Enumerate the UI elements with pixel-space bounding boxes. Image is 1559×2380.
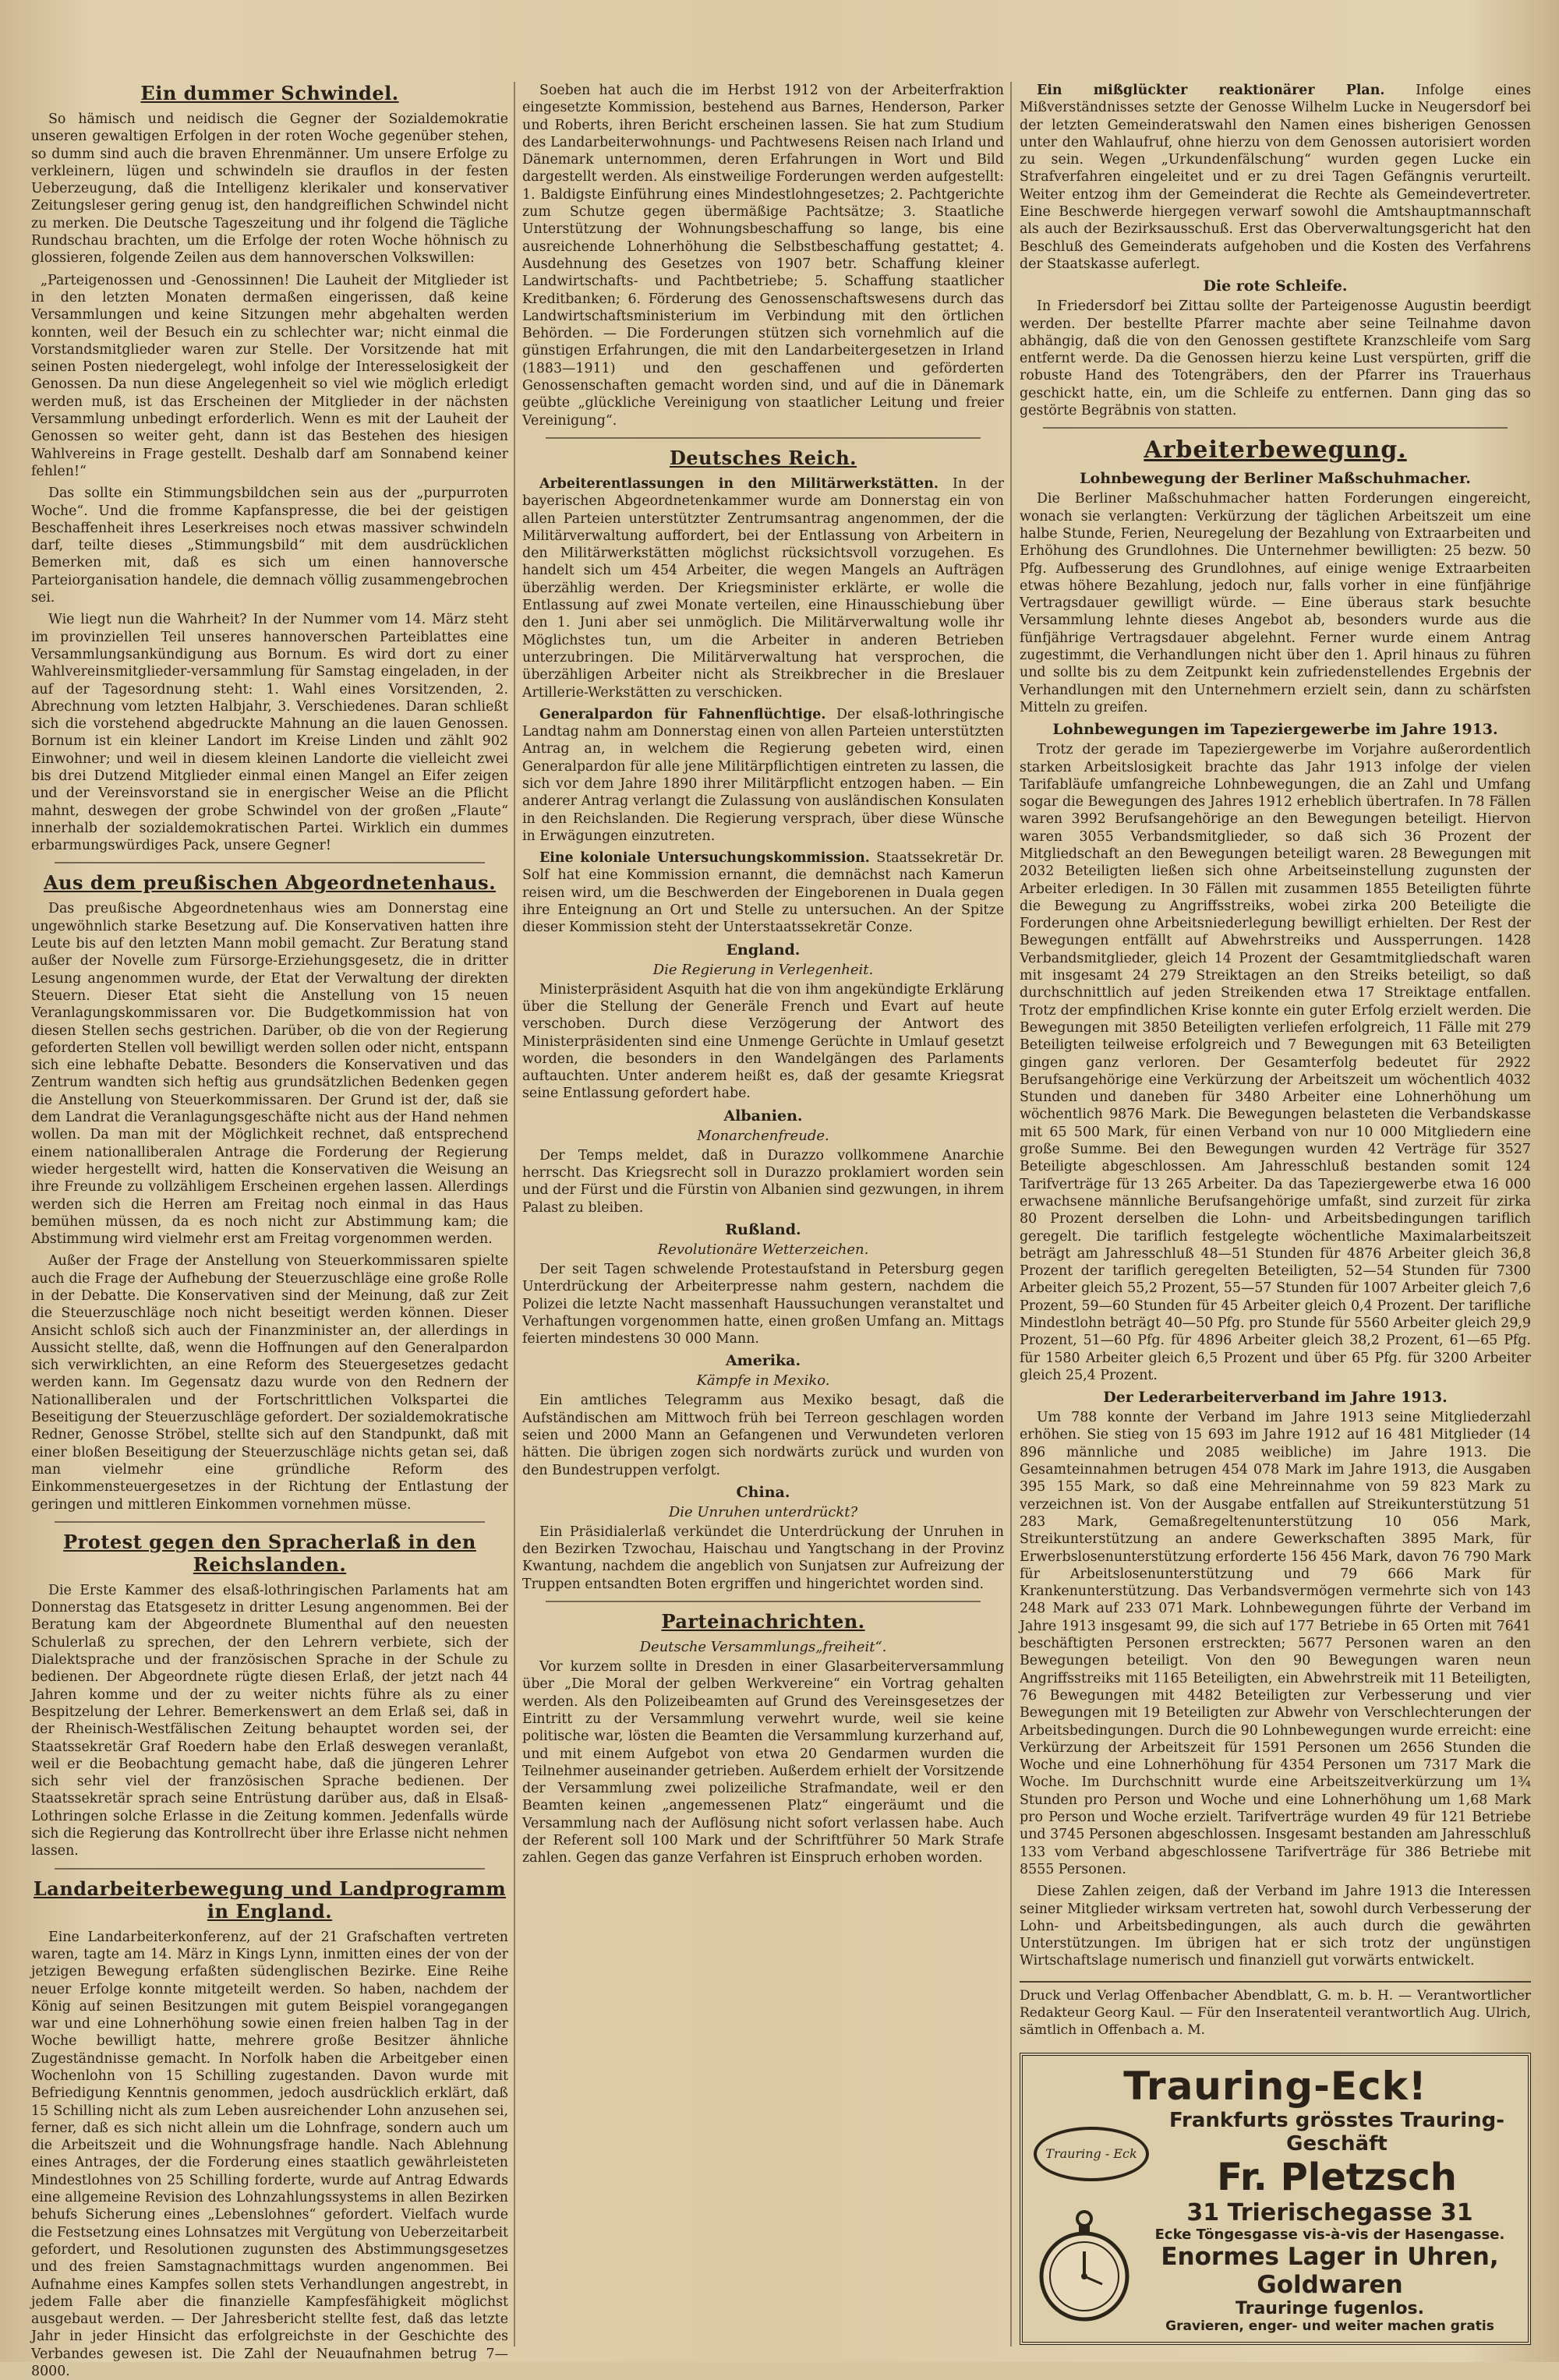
country-subtitle: Die Regierung in Verlegenheit. — [652, 961, 874, 978]
divider — [55, 1868, 485, 1870]
paragraph: Vor kurzem sollte in Dresden in einer Glasarbeiterversammlung über „Die Moral der gelben Werkvereine“ ein Vortrag gehalten werden. Als den Polizeibeamten auf Grund des Vereinsgesetzes der Eintritt zu der Versammlung verwehrt wurde, weil sie keine politische war, lösten die Beamten die Versammlung kurzerhand auf, und mit einem Aufgebot von etwa 20 Gendarmen wurden die Teilnehmer auseinander getrieben. Außerdem erhielt der Vorsitzende der Versammlung zwei polizeiliche Strafmandate, weil er den Beamten keinen „angemessenen Platz“ eingeräumt und die Versammlung nach der Auflösung nicht sofort verlassen habe. Auch der Referent soll 100 Mark und der Schriftführer 50 Mark Strafe zahlen. Gegen das ganze Verfahren ist Einspruch erhoben worden. — [522, 1659, 1004, 1866]
divider — [546, 1601, 981, 1602]
paragraph: So hämisch und neidisch die Gegner der Sozialdemokratie unseren gewaltigen Erfolgen in der roten Woche gegenüber stehen, so dumm sind auch die braven Ehrenmänner. Um unsere Erfolge zu verkleinern, lügen und schwindeln sie drauflos in der festen Ueberzeugung, daß die Intelligenz klerikaler und konservativer Zeitungsleser gering genug ist, den handgreiflichen Schwindel nicht zu merken. Die Deutsche Tageszeitung und ihr folgend die Tägliche Rundschau brachten, um die Erfolge der roten Woche höhnisch zu glossieren, folgende Zeilen aus dem hannoverschen Volkswillen: — [31, 111, 508, 267]
country-subtitle: Revolutionäre Wetterzeichen. — [657, 1241, 869, 1258]
paragraph — [522, 706, 1004, 845]
paragraph-head: Eine koloniale Untersuchungskommission. — [539, 850, 870, 867]
paragraph — [522, 475, 1004, 701]
article-subtitle: Lohnbewegung der Berliner Maßschuhmacher. — [1080, 470, 1471, 488]
ad-row — [1034, 2199, 1517, 2334]
ad-title: Trauring-Eck! — [1123, 2063, 1427, 2109]
section-title: Parteinachrichten. — [661, 1610, 865, 1633]
advertisement — [1020, 2053, 1531, 2345]
paragraph-body: Infolge eines Mißverständnisses setzte der Genosse Wilhelm Lucke in Neugersdorf bei der letzten Gemeinderatswahl den Namen eines bisherigen Genossen unter den Wahlaufruf, ohne hierzu von dem Genossen autorisiert worden zu sein. Wegen „Urkundenfälschung“ wurden gegen Lucke ein Strafverfahren eingeleitet und er zu drei Tagen Gefängnis verurteilt. Weiter entzog ihm der Gemeinderat die Rechte als Gemeindevertreter. Eine Beschwerde hiergegen verwarf sowohl die Amtshauptmannschaft als auch der Bezirksausschuß. Erst das Oberverwaltungsgericht hat den Beschluß des Gemeinderats aufgehoben und die Kosten des Verfahrens der Staatskasse auferlegt. — [1020, 83, 1532, 272]
paragraph: Trotz der gerade im Tapeziergewerbe im Vorjahre außerordentlich starken Arbeitslosigkeit brachte das Jahr 1913 infolge der vielen Tarifabläufe umfangreiche Lohnbewegungen, die an Zahl und Umfang sogar die Bewegungen des Jahres 1912 erheblich übertrafen. In 78 Fällen waren 3992 Berufsangehörige an den Bewegungen beteiligt. Hiervon waren 3055 Verbandsmitglieder, so daß sich 36 Prozent der Mitgliedschaft an den Bewegungen beteiligt waren. 28 Bewegungen mit 2032 Beteiligten ließen sich ohne Arbeitseinstellung zugunsten der Arbeiter erledigen. In 30 Fällen mit zusammen 1855 Beteiligten führte die Bewegung zu Angriffsstreiks, wobei zirka 200 Beteiligte die Forderungen ohne Arbeitsniederlegung bewilligt erhielten. Der Rest der Bewegungen entfällt auf Abwehrstreiks und Aussperrungen. 1428 Verbandsmitglieder, gleich 14 Prozent der Gesamtmitgliedschaft waren mit insgesamt 24 279 Streiktagen an den Streiks beteiligt, so daß durchschnittlich auf jeden Streikenden etwa 17 Streiktage entfallen. Trotz der empfindlichen Krise konnte ein guter Erfolg erzielt werden. Die Bewegungen mit 3850 Beteiligten verliefen erfolgreich, 11 Fälle mit 279 Beteiligten teilweise erfolgreich und 7 Bewegungen mit 63 Beteiligten gingen ganz verloren. Der Gesamterfolg bedeutet für 2922 Berufsangehörige eine Verkürzung der Arbeitszeit um wöchentlich 4032 Stunden und daneben für 3480 Arbeiter eine Lohnerhöhung um wöchentlich 9876 Mark. Die Bewegungen belasteten die Verbandskasse mit 65 500 Mark, für einen Verband von nur 10 000 Mitgliedern eine große Summe. Bei den Bewegungen wurden 42 Verträge für 3527 Beteiligte abgeschlossen. Am Jahresschluß bestanden somit 124 Tarifverträge für 13 265 Arbeiter. Da das Tapeziergewerbe etwa 16 000 erwachsene männliche Berufsangehörige umfaßt, sind zurzeit für zirka 80 Prozent derselben die Lohn- und Arbeitsbedingungen tariflich geregelt. Die tariflich festgelegte wöchentliche Maximalarbeitszeit beträgt am Jahresschluß 48—51 Stunden für 4876 Arbeiter gleich 36,8 Prozent der tariflich geregelten Beteiligten, 52—54 Stunden für 7300 Arbeiter gleich 55,2 Prozent, 55—57 Stunden für 1007 Arbeiter gleich 7,6 Prozent, 59—60 Stunden für 45 Arbeiter gleich 0,4 Prozent. Der tarifliche Mindestlohn beträgt 40—50 Pfg. pro Stunde für 5560 Arbeiter gleich 29,9 Prozent, 51—60 Pfg. für 4896 Arbeiter gleich 38,2 Prozent, 61—65 Pfg. für 1580 Arbeiter gleich 6,5 Prozent und über 65 Pfg. für 3200 Arbeiter gleich 25,4 Prozent. — [1020, 742, 1531, 1383]
country-title: Albanien. — [723, 1107, 803, 1125]
section-title: Arbeiterbewegung. — [1144, 436, 1407, 464]
ring-icon — [1034, 2127, 1149, 2181]
paragraph-head: Arbeiterentlassungen in den Militärwerkstätten. — [539, 475, 939, 492]
paragraph-body: Staatssekretär Dr. Solf hat eine Kommission ernannt, die demnächst nach Kamerun reisen wird, um die Beschwerden der Eingeborenen in Duala gegen ihre Enteignung an Ort und Stelle zu untersuchen. An der Spitze dieser Kommission steht der Unterstaatssekretär Conze. — [522, 850, 1004, 936]
ad-name: Fr. Pletzsch — [1217, 2155, 1457, 2199]
column-left — [31, 82, 508, 2380]
column-right — [1020, 82, 1531, 2345]
paragraph — [522, 849, 1004, 936]
paragraph: Der Temps meldet, daß in Durazzo vollkommene Anarchie herrscht. Das Kriegsrecht soll in Durazzo proklamiert worden sein und der Fürst und die Fürstin von Albanien sind gezwungen, in ihrem Palast zu bleiben. — [522, 1147, 1004, 1216]
column-rule — [514, 82, 515, 2346]
paragraph: Die Erste Kammer des elsaß-lothringischen Parlaments hat am Donnerstag das Etatsgesetz in dritter Lesung angenommen. Bei der Beratung kam der Abgeordnete Blumenthal auf den neuesten Schulerlaß zu sprechen, der den Lehrern verbiete, sich der Dialektsprache und der französischen Sprache in der Schule zu bedienen. Der Abgeordnete rügte diesen Erlaß, der jetzt nach 44 Jahren komme und der zu weiter nichts führe als zu einer Bespitzelung der Lehrer. Bemerkenswert an dem Erlaß sei, daß in der Rheinisch-Westfälischen Zeitung behauptet worden sei, der Staatssekretär Graf Roedern habe den Erlaß deswegen veranlaßt, weil er die Beobachtung gemacht habe, daß die jüngeren Lehrer sich sehr viel der französischen Sprache bedienen. Der Staatssekretär sprach seine Entrüstung darüber aus, daß in Elsaß-Lothringen solche Erlasse in die Zeitung kommen. Jedenfalls würde sich die Regierung das Kontrollrecht über ihre Erlasse nicht nehmen lassen. — [31, 1582, 508, 1859]
article-title: Protest gegen den Spracherlaß in den Reichslanden. — [63, 1530, 476, 1576]
divider — [55, 1521, 485, 1523]
country-title: Rußland. — [725, 1220, 801, 1238]
paragraph: Das preußische Abgeordnetenhaus wies am Donnerstag eine ungewöhnlich starke Besetzung auf. Die Konservativen hatten ihre Leute bis auf den letzten Mann mobil gemacht. Zur Beratung stand außer der Novelle zum Fürsorge-Erziehungsgesetz, die in dritter Lesung angenommen wurde, der Etat der Verwaltung der direkten Steuern. Dieser Etat sieht die Anstellung von 15 neuen Veranlagungskommissaren vor. Die Budgetkommission hat von diesen Stellen sechs gestrichen. Darüber, ob die von der Regierung geforderten Stellen voll bewilligt werden sollen oder nicht, entspann sich eine lebhafte Debatte. Besonders die Konservativen und das Zentrum wandten sich heftig aus grundsätzlichen Bedenken gegen die Anstellung von Steuerkommissaren. Der Grund ist der, daß sie dem Landrat die Veranlagungsgeschäfte nicht aus der Hand nehmen wollen. Da man mit der Möglichkeit rechnet, daß entsprechend einem nationalliberalen Antrage die Forderung der Regierung wieder hergestellt wird, hatten die Konservativen die Weisung an ihre Freunde zu vollzähligem Erscheinen ergehen lassen. Allerdings werden sich die Herren am Freitag noch einmal in das Haus bemühen müssen, da es noch nicht zur Abstimmung kam; die Abstimmung wird vielmehr erst am Freitag vorgenommen werden. — [31, 901, 508, 1248]
ad-row — [1034, 2109, 1517, 2199]
divider — [1043, 427, 1508, 429]
article-title: Landarbeiterbewegung und Landprogramm in England. — [33, 1877, 507, 1923]
country-title: Amerika. — [725, 1352, 801, 1370]
ad-seamless: Trauringe fugenlos. — [1236, 2298, 1424, 2318]
column-middle — [522, 82, 1004, 2345]
imprint: Druck und Verlag Offenbacher Abendblatt, G. m. b. H. — Verantwortlicher Redakteur Georg Kaul. — Für den Inseratenteil verantwortlich Aug. Ulrich, sämtlich in Offenbach a. M. — [1020, 1981, 1531, 2039]
paragraph: Ein Präsidialerlaß verkündet die Unterdrückung der Unruhen in den Bezirken Tzwochau, Haischau und Yangtschang in der Provinz Kwantung, nachdem die angeblich von Sunjatsen zur Aufreizung der Truppen entsandten Boten ergriffen und hingerichtet worden sind. — [522, 1524, 1004, 1592]
divider — [55, 862, 485, 863]
ad-tagline: Frankfurts grösstes Trauring-Geschäft — [1168, 2108, 1505, 2156]
paragraph: Diese Zahlen zeigen, daß der Verband im Jahre 1913 die Interessen seiner Mitglieder wirksam vertreten hat, sowohl durch Verbesserung der Lohn- und Arbeitsbedingungen, als auch durch die gewährten Unterstützungen. Im übrigen hat er sich trotz der ungünstigen Wirtschaftslage numerisch und finanziell gut vorwärts entwickelt. — [1020, 1884, 1531, 1969]
divider — [546, 437, 981, 439]
article-subtitle: Die rote Schleife. — [1203, 277, 1348, 295]
article-title: Aus dem preußischen Abgeordnetenhaus. — [43, 871, 497, 895]
paragraph: Um 788 konnte der Verband im Jahre 1913 seine Mitgliederzahl erhöhen. Sie stieg von 15 693 im Jahre 1912 auf 16 481 Mitglieder (14 896 männliche und 2085 weibliche) im Jahre 1913. Die Gesamteinnahmen betrugen 454 078 Mark im Jahre 1913, die Ausgaben 395 155 Mark, so daß eine Mehreinnahme von 59 823 Mark zu verzeichnen ist. Von der Ausgabe entfallen auf Streikunterstützung 51 283 Mark, Gemaßregeltenunterstützung 10 056 Mark, Streikunterstützung an andere Gewerkschaften 3895 Mark, für Erwerbslosenunterstützung erforderte 156 456 Mark, davon 76 790 Mark für Arbeitslosenunterstützung und 79 666 Mark für Krankenunterstützung. Das Verbandsvermögen vermehrte sich von 143 248 Mark auf 233 071 Mark. Lohnbewegungen führte der Verband im Jahre 1913 insgesamt 99, die sich auf 177 Betriebe in 65 Orten mit 7641 beschäftigten Personen erstreckten; 5677 Personen waren an den Bewegungen beteiligt. Von den 90 Bewegungen waren neun Angriffsstreiks mit 1165 Beteiligten, ein Abwehrstreik mit 11 Beteiligten, 76 Bewegungen mit 4482 Beteiligten zur Verbesserung und vier Bewegungen mit 19 Beteiligten zur Abwehr von Verschlechterungen der Arbeitsbedingungen. Durch die 90 Lohnbewegungen wurde erreicht: eine Verkürzung der Arbeitszeit für 1591 Personen um 2656 Stunden die Woche und eine Lohnerhöhung für 4354 Personen um 7317 Mark die Woche. Im Durchschnitt wurde eine Arbeitszeitverkürzung um 1¾ Stunden pro Person und Woche und eine Lohnerhöhung um 1,68 Mark pro Person und Woche erzielt. Tarifverträge wurden 49 für 121 Betriebe und 3745 Personen abgeschlossen. Insgesamt bestanden am Jahresschluß 133 vom Verband abgeschlossene Tarifverträge für 386 Betriebe mit 8555 Personen. — [1020, 1410, 1531, 1877]
paragraph-head: Ein mißglückter reaktionärer Plan. — [1037, 83, 1385, 98]
paragraph — [1020, 82, 1531, 273]
paragraph: Der seit Tagen schwelende Protestaufstand in Petersburg gegen Unterdrückung der Arbeiterpresse nahm gestern, nachdem die Polizei die letzte Nacht massenhaft Haussuchungen veranstaltet und Verhaftungen vorgenommen hatte, einen großen Umfang an. Mittags feierten mindestens 30 000 Mann. — [522, 1261, 1004, 1347]
paragraph: Ein amtliches Telegramm aus Mexiko besagt, daß die Aufständischen am Mittwoch früh bei Terreon geschlagen worden seien und 2000 Mann an Gefangenen und Verwundeten verloren hätten. Die übrigen zogen sich nordwärts zurück und wurden von den Bundestruppen verfolgt. — [522, 1393, 1004, 1478]
quote-paragraph: „Parteigenossen und -Genossinnen! Die Lauheit der Mitglieder ist in den letzten Monaten dermaßen eingerissen, daß keine Versammlungen und keine Sitzungen mehr abgehalten werden konnten, weil der Besuch ein zu schlechter war; nicht einmal die Vorstandsmitglieder waren zur Stelle. Der Vorsitzende hat mit seinen Posten niedergelegt, wohl infolge der Interesselosigkeit der Genossen. Da nun diese Angelegenheit so viel wie möglich erledigt werden muß, ist das Erscheinen der Mitglieder in der nächsten Versammlung unbedingt erforderlich. Wenn es mit der Lauheit der Genossen so weiter geht, dann ist das Bestehen des hiesigen Wahlvereins in Frage gestellt. Deshalb darf am Sonnabend keiner fehlen!“ — [31, 272, 508, 479]
paragraph: Die Berliner Maßschuhmacher hatten Forderungen eingereicht, wonach sie verlangten: Verkürzung der täglichen Arbeitszeit um eine halbe Stunde, Ferien, Neuregelung der Bezahlung von Extraarbeiten und Erhöhung des Grundlohnes. Die Unternehmer bewilligten: 25 bezw. 50 Pfg. Aufbesserung des Grundlohnes, auf einige wenige Extraarbeiten etwas höhere Bezahlung, jedoch nur, falls vorher in eine fünfjährige Vertragsdauer gewilligt würde. — Eine überaus stark besuchte Versammlung lehnte dieses Angebot ab, besonders wurde aus die fünfjährige Vertragsdauer abgelehnt. Ferner wurde einem Antrag zugestimmt, die Verhandlungen nicht über den 1. April hinaus zu führen und sollte bis zu dem Zeitpunkt kein zufriedenstellendes Ergebnis der Verhandlungen mit den Unternehmern erzielt sein, dann zu schärfsten Mitteln zu greifen. — [1020, 491, 1531, 715]
paragraph: Außer der Frage der Anstellung von Steuerkommissaren spielte auch die Frage der Aufhebung der Steuerzuschläge eine große Rolle in der Debatte. Die Konservativen sind der Meinung, daß zur Zeit die Steuerzuschläge noch nicht beseitigt werden können. Dieser Ansicht schloß sich auch der Finanzminister an, der allerdings in Aussicht stellte, daß, wenn die Hoffnungen auf den Generalpardon sich verwirklichten, an eine Reform des Steuergesetzes gedacht werden kann. Im Gegensatz dazu wurde von den Rednern der Nationalliberalen und der Fortschrittlichen Volkspartei die Beseitigung der Steuerzuschläge gefordert. Der sozialdemokratische Redner, Genosse Ströbel, stellte sich auf den Standpunkt, daß mit einer bloßen Beseitigung der Steuerzuschläge nichts getan sei, daß man vielmehr eine gründliche Reform des Einkommensteuergesetzes in der Richtung der Entlastung der geringen und mittleren Einkommen vornehmen müsse. — [31, 1253, 508, 1513]
article-subtitle: Der Lederarbeiterverband im Jahre 1913. — [1103, 1389, 1448, 1407]
country-subtitle: Kämpfe in Mexiko. — [696, 1372, 830, 1390]
paragraph: Eine Landarbeiterkonferenz, auf der 21 Grafschaften vertreten waren, tagte am 14. März in Kings Lynn, inmitten eines der von der jetzigen Bewegung erfaßten südenglischen Bezirke. Eine Reihe neuer Erfolge konnte mitgeteilt werden. So haben, nachdem der König auf seinen Besitzungen mit gutem Beispiel vorangegangen war und eine Lohnerhöhung sowie einen freien halben Tag in der Woche bewilligt hatte, mehrere große Besitzer ähnliche Zugeständnisse gemacht. In Norfolk haben die Arbeitgeber einen Wochenlohn von 15 Schilling zugestanden. Davon wurde mit Befriedigung Kenntnis genommen, jedoch ausdrücklich erklärt, daß 15 Schilling nicht als zum Leben ausreichender Lohn anzusehen sei, ferner, daß es sich nicht allein um die Lohnfrage, sondern auch um die Arbeitszeit und die Wohnungsfrage handle. Nach Ablehnung eines Antrages, der die Forderung eines staatlich gewährleisteten Mindestlohnes von 25 Schilling forderte, wurde auf Antrag Edwards eine allgemeine Revision des Lohnzahlungssystems in allen Bezirken behufs Sicherung eines „Lebenslohnes“ gefordert. Vielfach wurde die Festsetzung eines Lohnsatzes mit Vergütung von Ueberzeitarbeit gefordert, und Resolutionen zugunsten des Abstimmungsgesetzes und des freien Samstagnachmittags wurden angenommen. Bei Aufnahme eines Kampfes sollen stets Verhandlungen angestrebt, in jedem Falle aber die finanzielle Kampfesfähigkeit möglichst ausgebaut werden. — Der Jahresbericht stellte fest, daß das letzte Jahr in jeder Hinsicht das erfolgreichste in der Geschichte des Verbandes gewesen ist. Die Zahl der Neuaufnahmen betrug 7—8000. — [31, 1929, 508, 2380]
country-subtitle: Die Unruhen unterdrückt? — [668, 1503, 858, 1520]
country-subtitle: Monarchenfreude. — [697, 1127, 829, 1144]
paragraph: Soeben hat auch die im Herbst 1912 von der Arbeiterfraktion eingesetzte Kommission, bestehend aus Barnes, Henderson, Parker und Roberts, ihren Bericht erscheinen lassen. Sie hat zum Studium des Landarbeiterwohnungs- und Pachtwesens Reisen nach Irland und Dänemark unternommen, deren Erfahrungen in Wort und Bild dargestellt werden. Als einstweilige Forderungen werden aufgestellt: 1. Baldigste Einführung eines Mindestlohngesetzes; 2. Pachtgerichte zum Schutze gegen übermäßige Pachtsätze; 3. Staatliche Unterstützung der Wohnungsbeschaffung so lange, bis eine ausreichende Lohnerhöhung die Selbstbeschaffung gestattet; 4. Ausdehnung des Gesetzes von 1907 betr. Schaffung kleiner Landwirtschafts- und Pachtbetriebe; 5. Schaffung staatlicher Kreditbanken; 6. Förderung des Genossenschaftswesens durch das Landwirtschaftsministerium im Verbindung mit den örtlichen Behörden. — Die Forderungen stützen sich vornehmlich auf die günstigen Erfahrungen, die mit den Landarbeitergesetzen in Irland (1883—1911) und den geschaffenen und geförderten Genossenschaften gemacht worden sind, und auf die in Dänemark geübte „glückliche Vereinigung von staatlicher Leitung und freier Vereinigung“. — [522, 83, 1004, 429]
column-rule — [1010, 82, 1012, 2346]
article-title: Ein dummer Schwindel. — [140, 82, 399, 104]
ad-services: Gravieren, enger- und weiter machen gratis — [1165, 2318, 1494, 2334]
paragraph: Wie liegt nun die Wahrheit? In der Nummer vom 14. März steht im provinziellen Teil unseres hannoverschen Parteiblattes eine Versammlungsankündigung aus Bornum. Es wird dort zu einer Wahlvereinsmitglieder-versammlung für Samstag eingeladen, in der auf der Tagesordnung steht: 1. Wahl eines Vorsitzenden, 2. Abrechnung vom letzten Halbjahr, 3. Verschiedenes. Daran schließt sich die vorstehend abgedruckte Mahnung an die lauen Genossen. Bornum ist ein kleiner Landort im Kreise Linden und zählt 902 Einwohner; und weil in diesem kleinen Landorte die vielleicht zwei bis drei Dutzend Mitglieder einmal einen Mangel an Eifer zeigen und der Vereinsvorstand sie in energischer Weise an die Pflicht mahnt, deswegen der grobe Schwindel von der großen „Flaute“ innerhalb der sozialdemokratischen Partei. Wirklich ein dummes erbarmungswürdiges Pack, unsere Gegner! — [31, 612, 508, 854]
ad-corner: Ecke Töngesgasse vis-à-vis der Hasengasse. — [1154, 2226, 1505, 2243]
ring-label: Trauring - Eck — [1045, 2146, 1137, 2162]
ad-address: 31 Trierischegasse 31 — [1186, 2198, 1473, 2226]
paragraph: Ministerpräsident Asquith hat die von ihm angekündigte Erklärung über die Stellung der Generäle French und Evart auf heute verschoben. Durch diese Verzögerung der Antwort des Ministerpräsidenten sind eine Unmenge Gerüchte in Umlauf gesetzt worden, die besonders in den Wandelgängen des Parlaments auftauchten. Unter anderem heißt es, daß der gesamte Kriegsrat seine Entlassung gefordert habe. — [522, 981, 1004, 1102]
paragraph: Das sollte ein Stimmungsbildchen sein aus der „purpurroten Woche“. Und die fromme Kapfanspresse, die bei der geistigen Beschaffenheit ihres Leserkreises noch etwas massiver schwindeln darf, teilte dieses „Stimmungsbild“ mit dem ausdrücklichen Bemerken mit, daß es sich um einen hannoversche Parteiorganisation handele, die demnach völlig zusammengebrochen sei. — [31, 486, 508, 606]
paragraph-head: Generalpardon für Fahnenflüchtige. — [539, 706, 826, 722]
paragraph-body: In der bayerischen Abgeordnetenkammer wurde am Donnerstag ein von allen Parteien unterstützter Zentrumsantrag angenommen, der die Militärverwaltung auffordert, bei der Entlassung von Arbeitern in den Militärwerkstätten möglichst rücksichtsvoll vorzugehen. Es handelt sich um 454 Arbeiter, die wegen Mangels an Aufträgen überzählig werden. Der Kriegsminister erklärte, er wolle die Entlassung auf zwei Monate verteilen, eine Hinausschiebung über den 1. Juni aber sei unmöglich. Die Militärverwaltung wolle ihr Möglichstes tun, um die Arbeiter in anderen Betrieben unterzubringen. Die Militärverwaltung hat versprochen, die überzähligen Arbeiter nicht als Streikbrecher in die Breslauer Artillerie-Werkstätten zu verschicken. — [522, 475, 1004, 701]
country-title: China. — [736, 1483, 790, 1501]
article-subtitle: Lohnbewegungen im Tapeziergewerbe im Jahre 1913. — [1052, 721, 1498, 739]
paragraph: In Friedersdorf bei Zittau sollte der Parteigenosse Augustin beerdigt werden. Der bestellte Pfarrer machte aber seine Teilnahme davon abhängig, daß die von den Genossen gestiftete Kranzschleife vom Sarg entfernt werde. Da die Genossen hierzu keine Lust verspürten, griff die robuste Hand des Totengräbers, den der Pfarrer ins Trauerhaus geschickt hatte, ein, um die Schleife zu entfernen. Dann ging das so gestörte Begräbnis von statten. — [1020, 298, 1531, 419]
section-title: Deutsches Reich. — [669, 446, 857, 469]
country-title: England. — [726, 941, 801, 959]
paragraph-body: Der elsaß-lothringische Landtag nahm am Donnerstag einen von allen Parteien unterstützten Antrag an, in welchem die Regierung gebeten wird, einen Generalpardon für alle jene Militärpflichtigen eintreten zu lassen, die sich vor dem Jahre 1890 ihrer Militärpflicht entzogen haben. — Ein anderer Antrag verlangt die Zulassung von ausländischen Konsulaten in den Reichslanden. Die Regierung versprach, über diese Wünsche in Erwägungen einzutreten. — [522, 706, 1004, 844]
ad-stock: Enormes Lager in Uhren, Goldwaren — [1161, 2242, 1499, 2299]
section-subtitle: Deutsche Versammlungs„freiheit“. — [639, 1639, 887, 1656]
pocket-watch-icon — [1034, 2208, 1135, 2325]
